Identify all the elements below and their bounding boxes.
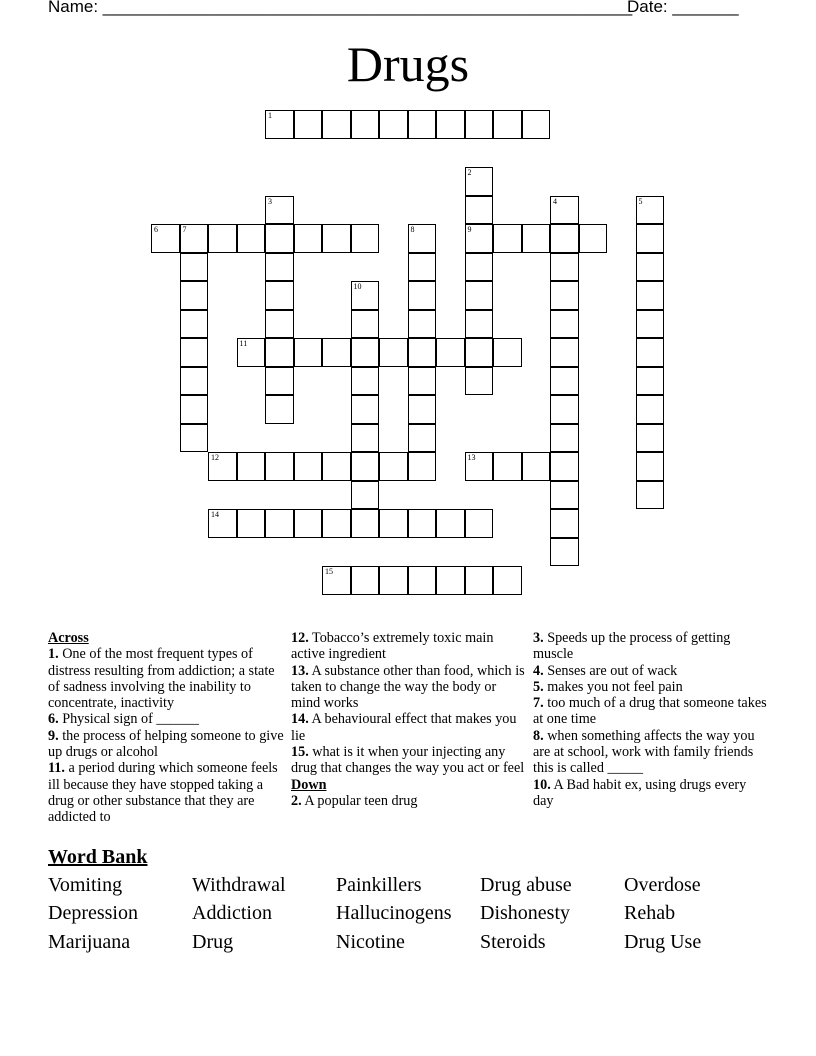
crossword-cell[interactable]: [379, 452, 408, 481]
crossword-cell[interactable]: [465, 110, 494, 139]
crossword-cell[interactable]: [322, 224, 351, 253]
clue-down-3: 3. Speeds up the process of getting muscle: [533, 630, 731, 663]
crossword-cell[interactable]: [493, 338, 522, 367]
clue-down-10: 10. A Bad habit ex, using drugs every day: [533, 776, 747, 809]
crossword-cell[interactable]: [322, 110, 351, 139]
clue-number: 2: [467, 168, 472, 177]
clue-number: 7: [182, 225, 187, 234]
clue-number: 9: [467, 225, 472, 234]
crossword-cell[interactable]: [265, 452, 294, 481]
crossword-cell[interactable]: [265, 395, 294, 424]
crossword-cell[interactable]: [294, 224, 323, 253]
clue-number: 1: [268, 111, 272, 120]
crossword-cell[interactable]: [493, 110, 522, 139]
down-heading: Down: [291, 776, 327, 793]
crossword-cell[interactable]: [265, 509, 294, 538]
clue-number: 12: [211, 453, 219, 462]
crossword-cell[interactable]: [208, 509, 237, 538]
crossword-cell[interactable]: [493, 224, 522, 253]
crossword-cell[interactable]: [379, 509, 408, 538]
crossword-cell[interactable]: [265, 367, 294, 396]
clue-across-15: 15. what is it when your injecting any drug that changes the way you act or feel: [291, 744, 525, 777]
crossword-cell[interactable]: [436, 110, 465, 139]
crossword-cell[interactable]: [265, 310, 294, 339]
crossword-cell[interactable]: [351, 224, 380, 253]
name-field-label: Name: ________________________________________________________: [48, 0, 633, 16]
crossword-cell[interactable]: [550, 367, 579, 396]
crossword-cell[interactable]: [636, 310, 665, 339]
crossword-cell[interactable]: [436, 566, 465, 595]
crossword-cell[interactable]: [465, 509, 494, 538]
clue-number: 4: [553, 196, 557, 206]
crossword-cell[interactable]: [351, 395, 380, 424]
crossword-cell[interactable]: [351, 338, 380, 367]
crossword-cell[interactable]: [265, 253, 294, 282]
crossword-cell[interactable]: [579, 224, 608, 253]
word-bank-title: Word Bank: [48, 846, 148, 868]
crossword-cell[interactable]: [550, 395, 579, 424]
crossword-cell[interactable]: [408, 566, 437, 595]
word-bank-item: Drug abuse: [480, 874, 572, 896]
crossword-cell[interactable]: [351, 281, 380, 310]
crossword-cell[interactable]: [550, 452, 579, 481]
clue-across-6: 6. Physical sign of ______: [48, 711, 199, 728]
clue-down-4: 4. Senses are out of wack: [533, 662, 678, 679]
word-bank-item: Vomiting: [48, 874, 123, 896]
crossword-cell[interactable]: [636, 281, 665, 310]
clue-number: 15: [325, 567, 333, 576]
word-bank-item: Steroids: [480, 931, 546, 953]
crossword-cell[interactable]: [636, 367, 665, 396]
clue-number: 13: [467, 453, 476, 462]
word-bank-item: Painkillers: [336, 874, 422, 896]
crossword-cell[interactable]: [294, 338, 323, 367]
crossword-cell[interactable]: [465, 224, 494, 253]
clue-down-8: 8. when something affects the way you are at school, work with family friends this is called _____: [533, 727, 755, 777]
crossword-cell[interactable]: [322, 338, 351, 367]
clue-down-7: 7. too much of a drug that someone takes at one time: [533, 695, 767, 728]
crossword-cell[interactable]: [465, 167, 494, 196]
crossword-cell[interactable]: [465, 253, 494, 282]
crossword-cell[interactable]: [522, 110, 551, 139]
crossword-cell[interactable]: [180, 253, 209, 282]
clue-down-2: 2. A popular teen drug: [291, 792, 418, 809]
word-bank-item: Nicotine: [336, 931, 405, 953]
crossword-cell[interactable]: [180, 224, 209, 253]
word-bank-item: Marijuana: [48, 931, 131, 953]
crossword-cell[interactable]: [351, 310, 380, 339]
crossword-cell[interactable]: [636, 395, 665, 424]
crossword-cell[interactable]: [180, 310, 209, 339]
crossword-cell[interactable]: [237, 338, 266, 367]
crossword-cell[interactable]: [465, 452, 494, 481]
crossword-cell[interactable]: [294, 110, 323, 139]
crossword-cell[interactable]: [237, 452, 266, 481]
crossword-cell[interactable]: [636, 196, 665, 225]
clue-number: 10: [353, 282, 362, 291]
crossword-cell[interactable]: [408, 367, 437, 396]
word-bank-item: Withdrawal: [192, 874, 286, 896]
clue-number: 6: [154, 225, 158, 234]
clue-number: 14: [211, 510, 219, 519]
crossword-cell[interactable]: [550, 281, 579, 310]
crossword-cell[interactable]: [265, 110, 294, 139]
crossword-cell[interactable]: [294, 509, 323, 538]
crossword-cell[interactable]: [436, 509, 465, 538]
crossword-cell[interactable]: [180, 424, 209, 453]
crossword-cell[interactable]: [351, 509, 380, 538]
crossword-cell[interactable]: [208, 224, 237, 253]
crossword-cell[interactable]: [550, 253, 579, 282]
crossword-cell[interactable]: [351, 424, 380, 453]
crossword-cell[interactable]: [550, 310, 579, 339]
word-bank-item: Addiction: [192, 902, 272, 924]
word-bank-item: Rehab: [624, 902, 676, 924]
clues-column-3: [533, 630, 769, 809]
crossword-cell[interactable]: [379, 338, 408, 367]
crossword-cell[interactable]: [493, 566, 522, 595]
crossword-cell[interactable]: [237, 224, 266, 253]
crossword-cell[interactable]: [550, 424, 579, 453]
word-bank-item: Drug Use: [624, 931, 702, 953]
crossword-cell[interactable]: [379, 110, 408, 139]
clue-number: 11: [239, 339, 248, 348]
clue-number: 3: [268, 196, 272, 206]
crossword-cell[interactable]: [636, 253, 665, 282]
crossword-cell[interactable]: [322, 452, 351, 481]
word-bank-item: Overdose: [624, 874, 701, 896]
clue-down-5: 5. makes you not feel pain: [533, 678, 683, 695]
crossword-cell[interactable]: [636, 452, 665, 481]
crossword-cell[interactable]: [550, 196, 579, 225]
clue-number: 5: [638, 196, 643, 206]
date-field-label: Date: _______: [627, 0, 739, 16]
crossword-cell[interactable]: [550, 538, 579, 567]
word-bank-item: Dishonesty: [480, 902, 570, 924]
crossword-cell[interactable]: [265, 338, 294, 367]
clue-across-12: 12. Tobacco’s extremely toxic main active ingredient: [291, 630, 494, 663]
crossword-cell[interactable]: [208, 452, 237, 481]
crossword-cell[interactable]: [379, 566, 408, 595]
crossword-cell[interactable]: [465, 338, 494, 367]
word-bank-item: Depression: [48, 902, 138, 924]
crossword-cell[interactable]: [322, 566, 351, 595]
crossword-cell[interactable]: [408, 224, 437, 253]
crossword-cell[interactable]: [408, 509, 437, 538]
crossword-cell[interactable]: [550, 481, 579, 510]
crossword-cell[interactable]: [550, 509, 579, 538]
crossword-cell[interactable]: [408, 452, 437, 481]
crossword-cell[interactable]: [465, 367, 494, 396]
crossword-cell[interactable]: [465, 310, 494, 339]
clues-column-1: [48, 630, 284, 826]
crossword-cell[interactable]: [351, 481, 380, 510]
crossword-cell[interactable]: [636, 224, 665, 253]
clue-across-9: 9. the process of helping someone to give up drugs or alcohol: [48, 727, 284, 761]
crossword-cell[interactable]: [522, 452, 551, 481]
crossword-cell[interactable]: [151, 224, 180, 253]
crossword-cell[interactable]: [294, 452, 323, 481]
word-bank-item: Hallucinogens: [336, 902, 452, 924]
crossword-cell[interactable]: [408, 110, 437, 139]
clue-across-1: 1. One of the most frequent types of distress resulting from addiction; a state of sadness involving the inability to concentrate, inactivity: [48, 646, 275, 712]
crossword-cell[interactable]: [351, 367, 380, 396]
clue-across-11: 11. a period during which someone feels ill because they have stopped taking a drug or other substance that they are addicted to: [48, 760, 278, 826]
crossword-cell[interactable]: [465, 196, 494, 225]
page-title: Drugs: [346, 36, 470, 92]
crossword-cell[interactable]: [522, 224, 551, 253]
crossword-cell[interactable]: [237, 509, 266, 538]
crossword-cell[interactable]: [408, 310, 437, 339]
crossword-cell[interactable]: [408, 281, 437, 310]
crossword-cell[interactable]: [493, 452, 522, 481]
crossword-cell[interactable]: [636, 481, 665, 510]
crossword-cell[interactable]: [465, 566, 494, 595]
crossword-cell[interactable]: [436, 338, 465, 367]
clues-column-2: [291, 630, 527, 809]
crossword-cell[interactable]: [408, 253, 437, 282]
crossword-cell[interactable]: [636, 338, 665, 367]
crossword-cell[interactable]: [465, 281, 494, 310]
crossword-cell[interactable]: [180, 395, 209, 424]
crossword-cell[interactable]: [550, 224, 579, 253]
crossword-cell[interactable]: [322, 509, 351, 538]
crossword-cell[interactable]: [408, 338, 437, 367]
crossword-cell[interactable]: [180, 338, 209, 367]
crossword-cell[interactable]: [180, 281, 209, 310]
across-heading: Across: [48, 630, 89, 646]
crossword-cell[interactable]: [265, 281, 294, 310]
crossword-cell[interactable]: [636, 424, 665, 453]
crossword-cell[interactable]: [180, 367, 209, 396]
crossword-cell[interactable]: [351, 566, 380, 595]
clue-across-13: 13. A substance other than food, which is taken to change the way the body or mind works: [291, 662, 525, 712]
crossword-cell[interactable]: [351, 452, 380, 481]
crossword-cell[interactable]: [351, 110, 380, 139]
clue-number: 8: [410, 225, 415, 234]
crossword-cell[interactable]: [550, 338, 579, 367]
word-bank-item: Drug: [192, 931, 234, 953]
crossword-cell[interactable]: [265, 196, 294, 225]
crossword-cell[interactable]: [265, 224, 294, 253]
crossword-cell[interactable]: [408, 424, 437, 453]
clue-across-14: 14. A behavioural effect that makes you lie: [291, 711, 517, 744]
crossword-cell[interactable]: [408, 395, 437, 424]
